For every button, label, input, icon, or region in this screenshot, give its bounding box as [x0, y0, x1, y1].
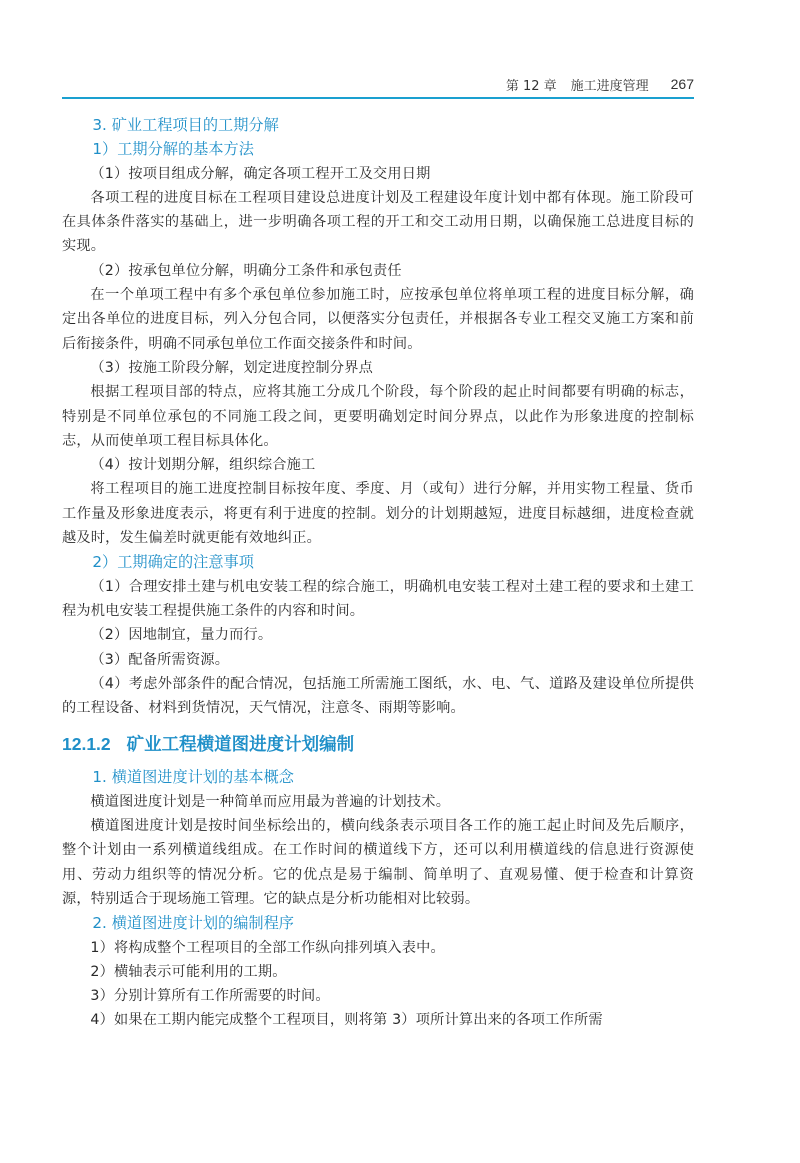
b1-paragraph-1: 横道图进度计划是一种简单而应用最为普遍的计划技术。: [90, 793, 451, 810]
note-4: （4）考虑外部条件的配合情况，包括施工所需施工图纸，水、电、气、道路及建设单位所提供的工程设备、材料到货情况，天气情况，注意冬、雨期等影响。: [62, 675, 694, 717]
heading-3: 3. 矿业工程项目的工期分解: [92, 116, 279, 134]
note-2: （2）因地制宜，量力而行。: [90, 627, 273, 644]
heading-b1: 1. 横道图进度计划的基本概念: [92, 768, 294, 787]
step-4: 4）如果在工期内能完成整个工程项目，则将第 3）项所计算出来的各项工作所需: [90, 1012, 603, 1029]
heading-3-1: 1）工期分解的基本方法: [92, 140, 254, 159]
step-2: 2）横轴表示可能利用的工期。: [90, 963, 287, 980]
method-3-title: （3）按施工阶段分解，划定进度控制分界点: [90, 359, 373, 376]
heading-3-2: 2）工期确定的注意事项: [92, 553, 254, 572]
section-number: 12.1.2: [62, 734, 111, 755]
heading-b2: 2. 横道图进度计划的编制程序: [92, 914, 294, 933]
section-title: 矿业工程横道图进度计划编制: [126, 735, 355, 756]
step-1: 1）将构成整个工程项目的全部工作纵向排列填入表中。: [90, 939, 445, 956]
method-3-text: 根据工程项目部的特点，应将其施工分成几个阶段，每个阶段的起止时间都要有明确的标志，特别是不同单位承包的不同施工段之间，更要明确划定时间分界点，以此作为形象进度的控制标志，从而使单项工程目标具体化。: [62, 384, 694, 449]
section-heading: [62, 720, 694, 765]
chapter-label: 第 12 章: [505, 78, 557, 94]
method-2-title: （2）按承包单位分解，明确分工条件和承包责任: [90, 262, 402, 279]
method-2-text: 在一个单项工程中有多个承包单位参加施工时，应按承包单位将单项工程的进度目标分解，确定出各单位的进度目标，列入分包合同，以便落实分包责任，并根据各专业工程交叉施工方案和前后衔接条件，明确不同承包单位工作面交接条件和时间。: [62, 287, 694, 352]
method-1-text: 各项工程的进度目标在工程项目建设总进度计划及工程建设年度计划中都有体现。施工阶段可在具体条件落实的基础上，进一步明确各项工程的开工和交工动用日期，以确保施工总进度目标的实现。: [62, 189, 694, 255]
page-number: 267: [670, 76, 694, 92]
method-4-text: 将工程项目的施工进度控制目标按年度、季度、月（或旬）进行分解，并用实物工程量、货币工作量及形象进度表示，将更有利于进度的控制。划分的计划期越短，进度目标越细，进度检查就越及时，发生偏差时就更能有效地纠正。: [62, 481, 694, 547]
method-4-title: （4）按计划期分解，组织综合施工: [90, 457, 316, 474]
b1-paragraph-2: 横道图进度计划是按时间坐标绘出的，横向线条表示项目各工作的施工起止时间及先后顺序，整个计划由一系列横道线组成。在工作时间的横道线下方，还可以利用横道线的信息进行资源使用、劳动力组织等的情况分析。它的优点是易于编制、简单明了、直观易懂、便于检查和计算资源，特别适合于现场施工管理。它的缺点是分析功能相对比较弱。: [62, 818, 694, 907]
method-1-title: （1）按项目组成分解，确定各项工程开工及交用日期: [90, 165, 431, 182]
step-3: 3）分别计算所有工作所需要的时间。: [90, 988, 330, 1005]
page-body: [62, 113, 694, 1033]
chapter-title: 施工进度管理: [570, 78, 649, 94]
note-1: （1）合理安排土建与机电安装工程的综合施工，明确机电安装工程对土建工程的要求和土建工程为机电安装工程提供施工条件的内容和时间。: [62, 578, 694, 619]
note-3: （3）配备所需资源。: [90, 651, 230, 668]
running-header: [62, 74, 694, 94]
header-rule: [62, 97, 694, 99]
